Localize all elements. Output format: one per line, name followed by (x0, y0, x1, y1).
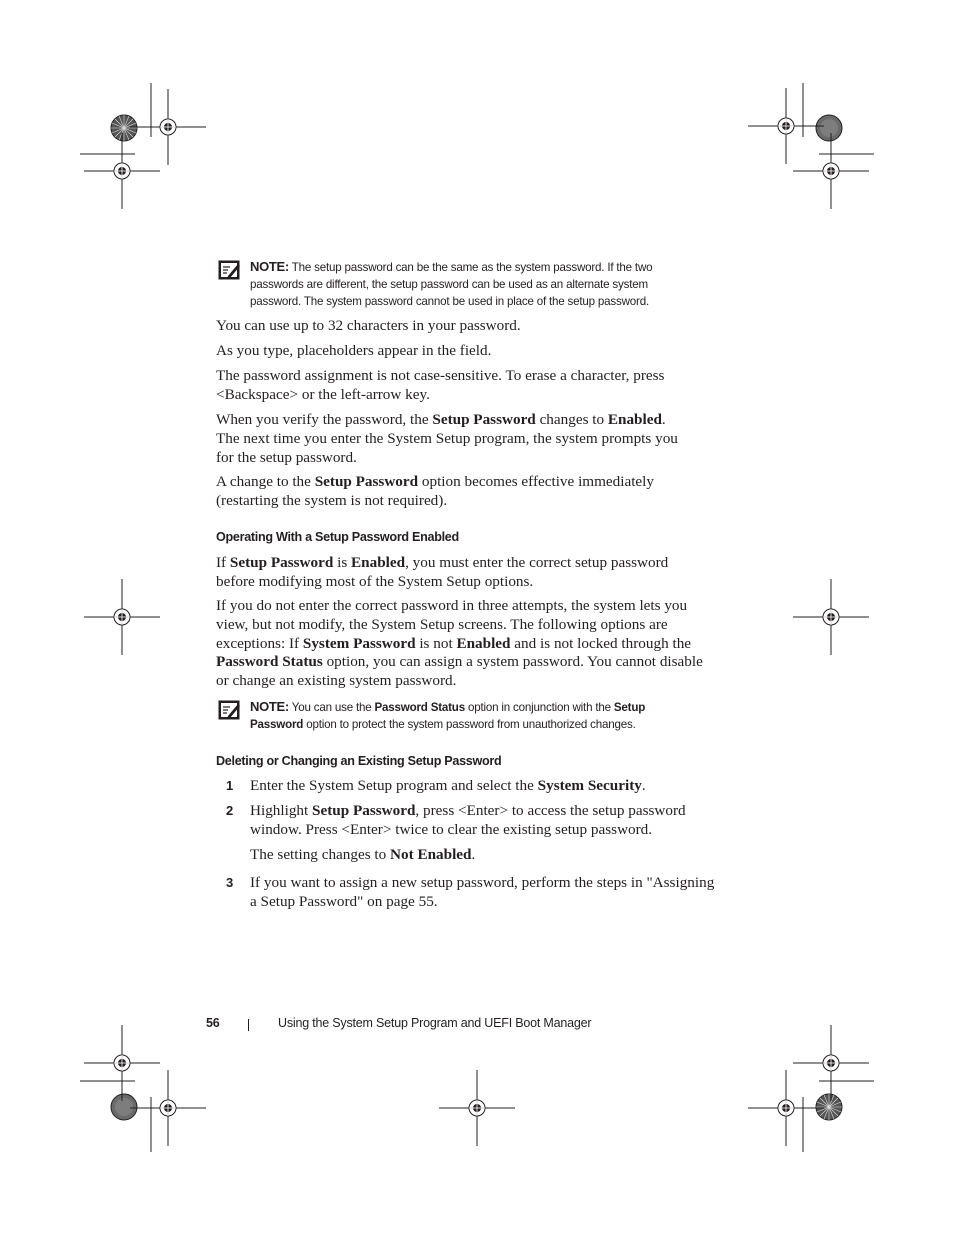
section-heading: Operating With a Setup Password Enabled (216, 530, 459, 544)
note-pencil-icon (218, 260, 240, 280)
registration-dot-icon (111, 1094, 137, 1120)
note-label: NOTE: (250, 259, 289, 274)
note-text: NOTE: You can use the Password Status option in conjunction with the Setup Password option to protect the system password from unauthorized changes. (250, 699, 646, 731)
registration-target-icon (84, 579, 160, 655)
paragraph: The password assignment is not case-sensitive. To erase a character, press <Backspace> or the left-arrow key. (216, 367, 665, 403)
registration-target-icon (130, 89, 206, 165)
registration-target-icon (793, 1025, 869, 1101)
paragraph: As you type, placeholders appear in the field. (216, 342, 492, 359)
note-label: NOTE: (250, 699, 289, 714)
paragraph: If you do not enter the correct password in three attempts, the system lets you view, but not modify, the System Setup screens. The following options are exceptions: If System Password is not Enabled and is not locked through the Password Status option, you can assign a system password. You cannot disable or change an existing system password. (216, 597, 703, 690)
registration-dot-icon (816, 115, 842, 141)
registration-target-icon (748, 88, 824, 164)
registration-target-icon (130, 1070, 206, 1146)
page-number: 56 (206, 1016, 220, 1030)
registration-target-icon (793, 133, 869, 209)
running-footer-title: Using the System Setup Program and UEFI Boot Manager (278, 1016, 592, 1030)
registration-star-icon (816, 1094, 842, 1120)
section-heading: Deleting or Changing an Existing Setup Password (216, 754, 502, 768)
paragraph: If Setup Password is Enabled, you must enter the correct setup password before modifying most of the System Setup options. (216, 554, 669, 590)
step-number: 1 (226, 778, 234, 793)
registration-target-icon (793, 579, 869, 655)
note-pencil-icon (218, 700, 240, 720)
paragraph: You can use up to 32 characters in your password. (216, 317, 521, 334)
footer-divider (248, 1019, 249, 1031)
registration-star-icon (111, 115, 137, 141)
paragraph: When you verify the password, the Setup Password changes to Enabled. The next time you enter the System Setup program, the system prompts you for the setup password. (216, 411, 678, 466)
registration-target-icon (439, 1070, 515, 1146)
step-number: 2 (226, 803, 234, 818)
note-text: NOTE: The setup password can be the same as the system password. If the two passwords are different, the setup password can be used as an alternate system password. The system password cannot be used in place of the setup password. (250, 259, 653, 308)
step-number: 3 (226, 875, 234, 890)
registration-target-icon (84, 133, 160, 209)
registration-target-icon (748, 1070, 824, 1146)
registration-target-icon (84, 1025, 160, 1101)
paragraph: A change to the Setup Password option becomes effective immediately (restarting the system is not required). (216, 473, 654, 509)
